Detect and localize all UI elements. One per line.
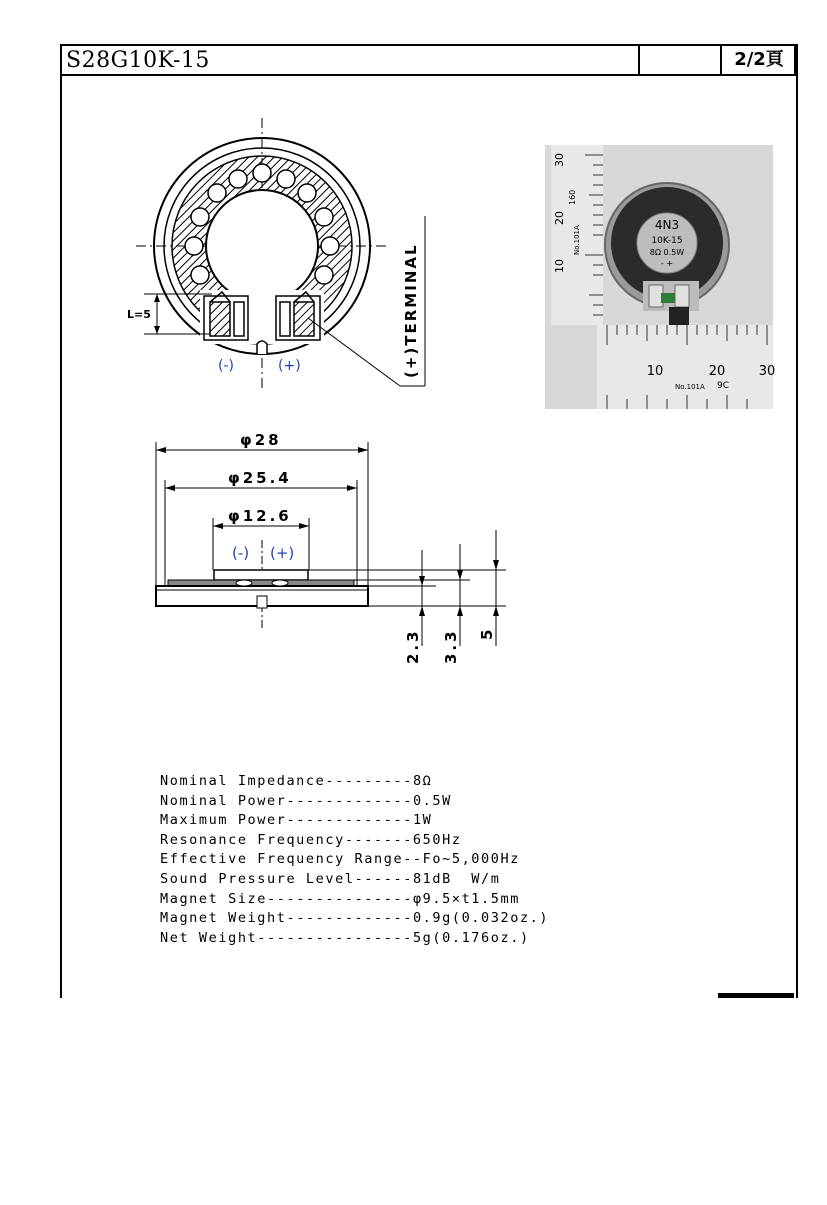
spec-row (160, 929, 549, 949)
height-5: 5 (478, 629, 496, 640)
minus-label: (-) (218, 358, 234, 374)
spec-value: φ9.5×t1.5mm (412, 890, 520, 907)
spec-row (160, 890, 549, 910)
dia-magnet-label: φ12.6 (228, 507, 292, 525)
spec-leader: ------------- (286, 910, 413, 927)
ruler-v-brand: No.101A (573, 225, 581, 255)
speaker-line-3: 8Ω 0.5W (649, 248, 685, 257)
spec-row (160, 909, 549, 929)
spec-leader: ------- (344, 831, 413, 848)
ruler-v-20: 20 (553, 211, 566, 225)
dia-frame-label: φ25.4 (228, 469, 292, 487)
spec-value: Fo~5,000Hz (422, 851, 520, 868)
spec-leader: ---------------- (257, 929, 413, 946)
spec-label: Effective Frequency Range (160, 851, 404, 868)
ruler-h-30: 30 (758, 364, 776, 379)
speaker-line-1: 4N3 (654, 218, 680, 232)
blank-cell (638, 46, 722, 74)
spec-label: Net Weight (160, 929, 258, 946)
speaker-line-2: 10K-15 (651, 236, 683, 246)
terminal-label: (+)TERMINAL (402, 243, 420, 378)
l-dimension-label: L=5 (127, 308, 151, 321)
spec-row (160, 772, 549, 792)
dia-outer-label: φ28 (240, 431, 282, 449)
top-view-drawing (100, 110, 460, 400)
spec-leader: -- (403, 851, 423, 868)
product-photo (545, 145, 776, 409)
spec-value: 0.9g(0.032oz.) (412, 910, 550, 927)
spec-row (160, 870, 549, 890)
spec-leader: ------ (354, 870, 413, 887)
spec-row (160, 811, 549, 831)
ruler-v-code: 160 (568, 189, 577, 205)
spec-row (160, 792, 549, 812)
spec-row (160, 831, 549, 851)
spec-leader: --------- (325, 773, 413, 789)
plus-label: (+) (278, 358, 301, 374)
height-3-3: 3.3 (442, 628, 460, 664)
spec-value: 650Hz (412, 831, 462, 848)
ruler-h-brand: No.101A (675, 383, 705, 391)
title-block (60, 44, 796, 76)
ruler-h-10: 10 (646, 364, 664, 379)
spec-label: Maximum Power (160, 812, 287, 829)
model-number: S28G10K-15 (66, 48, 210, 73)
ruler-h-code: 9C (717, 381, 730, 391)
side-plus-label: (+) (270, 544, 295, 562)
spec-label: Nominal Impedance (160, 773, 326, 789)
speaker-line-4: - + (660, 259, 674, 268)
spec-value: 5g(0.176oz.) (412, 929, 530, 946)
spec-leader: --------------- (267, 890, 413, 907)
spec-label: Nominal Power (160, 792, 287, 809)
spec-row (160, 850, 549, 870)
spec-leader: ------------- (286, 792, 413, 809)
spec-value: 0.5W (412, 792, 452, 809)
spec-label: Sound Pressure Level (160, 870, 355, 887)
page-end-bar (718, 993, 794, 998)
page-number: 2/2頁 (720, 46, 796, 74)
ruler-v-10: 10 (553, 259, 566, 273)
spec-table (160, 772, 549, 948)
spec-label: Resonance Frequency (160, 831, 345, 848)
side-minus-label: (-) (232, 544, 250, 562)
spec-value: 81dB W/m (412, 870, 501, 887)
spec-label: Magnet Weight (160, 910, 287, 927)
spec-label: Magnet Size (160, 890, 268, 907)
spec-value: 8Ω (412, 773, 433, 789)
product-photo-illustration (545, 145, 776, 409)
spec-leader: ------------- (286, 812, 413, 829)
ruler-h-20: 20 (708, 364, 726, 379)
height-2-3: 2.3 (404, 628, 422, 664)
side-view-drawing (140, 420, 520, 680)
spec-value: 1W (412, 812, 433, 829)
ruler-v-30: 30 (553, 153, 566, 167)
